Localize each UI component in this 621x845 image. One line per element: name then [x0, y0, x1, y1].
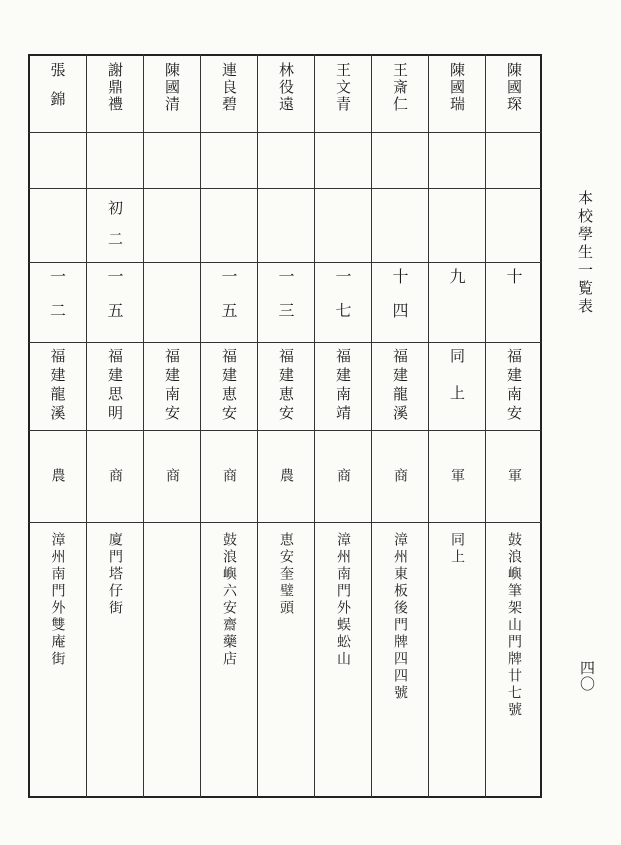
student-name: 林役遠 [277, 62, 295, 113]
student-address: 漳州東板後門牌四四號 [392, 532, 408, 702]
student-occupation: 商 [221, 468, 237, 486]
student-native-place: 福建恵安 [277, 348, 295, 424]
student-occupation: 商 [335, 468, 351, 486]
student-native-place: 福建龍溪 [48, 348, 67, 424]
student-native-place: 福建思明 [106, 348, 124, 424]
student-grade: 初二 [106, 200, 124, 262]
page-number: 四〇 [578, 660, 596, 692]
student-age: 十四 [390, 268, 409, 336]
student-address: 廈門塔仔街 [107, 532, 123, 617]
student-age: 一三 [276, 268, 295, 336]
student-name: 連良碧 [220, 62, 238, 113]
student-occupation: 軍 [506, 468, 522, 486]
student-address: 漳州南門外蜈蚣山 [335, 532, 351, 668]
student-name: 陳國瑞 [448, 62, 466, 113]
student-name: 王斎仁 [391, 62, 409, 113]
student-age: 一二 [47, 268, 67, 336]
student-age: 一五 [105, 268, 124, 336]
student-occupation: 商 [107, 468, 123, 486]
student-age: 十 [504, 268, 523, 302]
student-name: 張錦 [48, 62, 67, 120]
student-occupation: 農 [49, 468, 66, 486]
student-native-place: 同上 [448, 348, 466, 422]
student-native-place: 福建南安 [505, 348, 523, 424]
student-occupation: 商 [392, 468, 408, 486]
student-occupation: 農 [278, 468, 294, 486]
student-occupation: 軍 [449, 468, 465, 486]
student-native-place: 福建龍溪 [391, 348, 409, 424]
student-age: 一五 [219, 268, 238, 336]
student-address: 同上 [449, 532, 465, 566]
student-address: 鼓浪嶼六安齋藥店 [221, 532, 237, 668]
student-address: 恵安奎璧頭 [278, 532, 294, 617]
row-divider [28, 132, 542, 133]
student-name: 王文青 [334, 62, 352, 113]
student-occupation: 商 [164, 468, 180, 486]
student-address: 鼓浪嶼筆架山門牌廿七號 [506, 532, 522, 719]
student-native-place: 福建南安 [163, 348, 181, 424]
student-native-place: 福建南靖 [334, 348, 352, 424]
student-name: 陳國琛 [505, 62, 523, 113]
student-address: 漳州南門外雙庵街 [49, 532, 66, 668]
student-age: 九 [447, 268, 466, 302]
student-name: 謝鼎禮 [106, 62, 124, 113]
student-age: 一七 [333, 268, 352, 336]
document-title: 本校學生一覧表 [576, 190, 594, 316]
student-name: 陳國清 [163, 62, 181, 113]
student-native-place: 福建恵安 [220, 348, 238, 424]
